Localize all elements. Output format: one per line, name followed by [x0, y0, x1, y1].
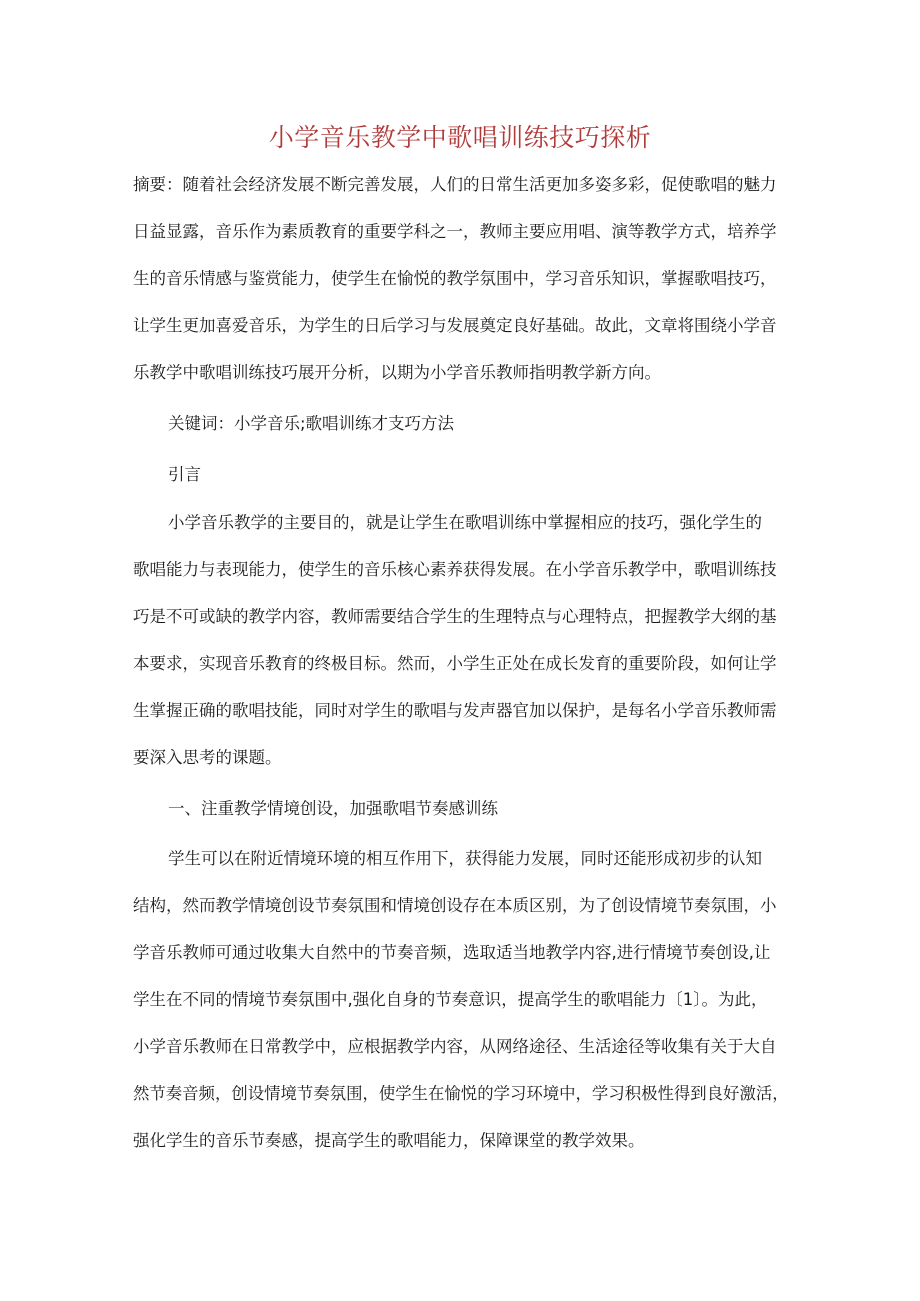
paragraph-text: 学音乐教师可通过收集大自然中的节奏音频，选取适当地教学内容,进行情境节奏创设,让: [133, 943, 771, 962]
intro-heading-text: 引言: [168, 465, 201, 484]
paragraph-text: 小学音乐教师在日常教学中，应根据教学内容，从网络途径、生活途径等收集有关于大自: [133, 1037, 777, 1056]
keywords-text: 关键词：小学音乐;歌唱训练才支巧方法: [168, 414, 455, 433]
paragraph-text: 生掌握正确的歌唱技能，同时对学生的歌唱与发声器官加以保护，是每名小学音乐教师需: [133, 701, 777, 720]
abstract-text: 让学生更加喜爱音乐，为学生的日后学习与发展奠定良好基础。故此，文章将围绕小学音: [133, 316, 777, 335]
paragraph-text: 强化学生的音乐节奏感，提高学生的歌唱能力，保障课堂的教学效果。: [133, 1131, 645, 1150]
abstract-text: 乐教学中歌唱训练技巧展开分析，以期为小学音乐教师指明教学新方向。: [133, 363, 661, 382]
document-title: 小学音乐教学中歌唱训练技巧探析: [268, 123, 652, 152]
paragraph-text: 本要求，实现音乐教育的终极目标。然而，小学生正处在成长发育的重要阶段，如何让学: [133, 654, 777, 673]
paragraph-text: 学生在不同的情境节奏氛围中,强化自身的节奏意识，提高学生的歌唱能力〔1〕。为此，: [133, 990, 768, 1009]
abstract-text: 生的音乐情感与鉴赏能力，使学生在愉悦的教学氛围中，学习音乐知识，掌握歌唱技巧，: [133, 269, 777, 288]
paragraph-text: 小学音乐教学的主要目的，就是让学生在歌唱训练中掌握相应的技巧，强化学生的: [168, 513, 762, 532]
abstract-text: 日益显露，音乐作为素质教育的重要学科之一，教师主要应用唱、演等教学方式，培养学: [133, 222, 777, 241]
section-heading-text: 一、注重教学情境创设，加强歌唱节奏感训练: [168, 799, 498, 818]
paragraph-text: 学生可以在附近情境环境的相互作用下，获得能力发展，同时还能形成初步的认知: [168, 849, 762, 868]
paragraph-text: 结构，然而教学情境创设节奏氛围和情境创设存在本质区别，为了创设情境节奏氛围，小: [133, 896, 777, 915]
paragraph-text: 然节奏音频，创设情境节奏氛围，使学生在愉悦的学习环境中，学习积极性得到良好激活，: [133, 1084, 789, 1103]
paragraph-text: 歌唱能力与表现能力，使学生的音乐核心素养获得发展。在小学音乐教学中，歌唱训练技: [133, 560, 777, 579]
paragraph-text: 要深入思考的课题。: [133, 748, 282, 767]
abstract-text: 摘要：随着社会经济发展不断完善发展，人们的日常生活更加多姿多彩，促使歌唱的魅力: [133, 175, 777, 194]
paragraph-text: 巧是不可或缺的教学内容，教师需要结合学生的生理特点与心理特点，把握教学大纲的基: [133, 607, 777, 626]
